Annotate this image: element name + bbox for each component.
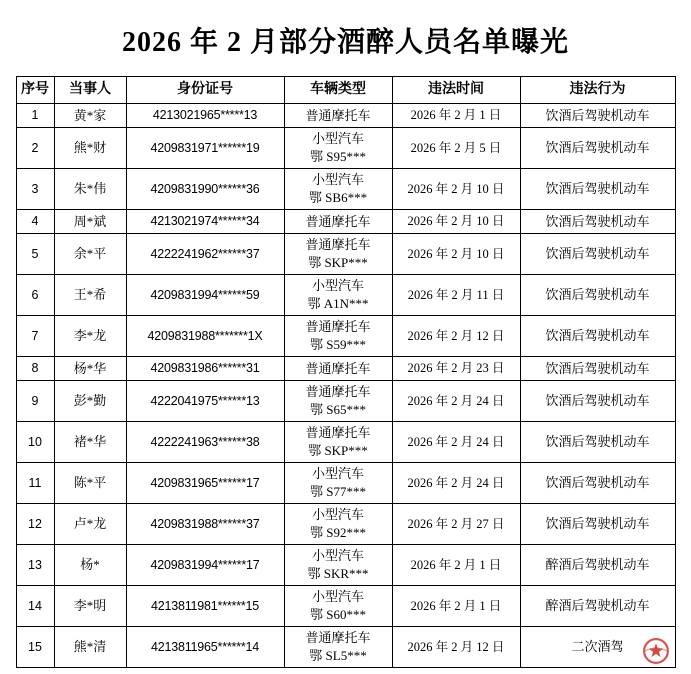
cell-time: 2026 年 2 月 1 日 <box>392 104 520 128</box>
table-row <box>16 128 675 169</box>
table-row <box>16 627 675 668</box>
table-row <box>16 275 675 316</box>
cell-time: 2026 年 2 月 24 日 <box>392 463 520 504</box>
cell-name: 王*希 <box>54 275 126 316</box>
cell-name: 卢*龙 <box>54 504 126 545</box>
cell-name: 彭*勤 <box>54 381 126 422</box>
cell-vehicle-type: 小型汽车 <box>311 507 364 523</box>
cell-time: 2026 年 2 月 27 日 <box>392 504 520 545</box>
cell-behavior: 饮酒后驾驶机动车 <box>520 422 675 463</box>
cell-vehicle-type: 小型汽车 <box>311 548 364 564</box>
table-header-row <box>16 77 675 104</box>
cell-behavior: 饮酒后驾驶机动车 <box>520 128 675 169</box>
table-row <box>16 169 675 210</box>
cell-seq: 1 <box>16 104 54 128</box>
cell-vehicle-type: 普通摩托车 <box>305 425 371 441</box>
column-header-seq: 序号 <box>16 77 54 104</box>
cell-name: 杨*华 <box>54 357 126 381</box>
cell-vehicle-type: 普通摩托车 <box>305 630 371 646</box>
cell-vehicle-plate: 鄂 S77*** <box>310 484 366 499</box>
cell-seq: 9 <box>16 381 54 422</box>
table-header <box>16 77 675 104</box>
cell-vehicle-plate: 鄂 S60*** <box>310 607 366 622</box>
violations-table <box>16 76 676 668</box>
cell-vehicle <box>284 316 392 357</box>
cell-behavior: 醉酒后驾驶机动车 <box>520 545 675 586</box>
cell-vehicle-plate: 鄂 SKR*** <box>307 566 369 581</box>
cell-vehicle <box>284 463 392 504</box>
cell-id: 4213021974******34 <box>126 210 284 234</box>
cell-vehicle <box>284 128 392 169</box>
cell-vehicle-plate: 鄂 SKP*** <box>308 443 368 458</box>
cell-id: 4209831994******59 <box>126 275 284 316</box>
cell-vehicle-plate: 鄂 SKP*** <box>308 255 368 270</box>
cell-time: 2026 年 2 月 11 日 <box>392 275 520 316</box>
column-header-vehicle: 车辆类型 <box>284 77 392 104</box>
cell-vehicle-plate: 鄂 SB6*** <box>308 190 368 205</box>
cell-vehicle-type: 小型汽车 <box>311 589 364 605</box>
cell-vehicle-plate: 鄂 S65*** <box>310 402 366 417</box>
cell-vehicle <box>284 627 392 668</box>
cell-seq: 13 <box>16 545 54 586</box>
cell-vehicle-type: 普通摩托车 <box>305 384 371 400</box>
cell-name: 杨* <box>54 545 126 586</box>
table-row <box>16 422 675 463</box>
cell-seq: 5 <box>16 234 54 275</box>
cell-id: 4209831971******19 <box>126 128 284 169</box>
cell-id: 4209831986******31 <box>126 357 284 381</box>
column-header-behavior: 违法行为 <box>520 77 675 104</box>
cell-vehicle <box>284 210 392 234</box>
cell-name: 李*明 <box>54 586 126 627</box>
cell-behavior: 饮酒后驾驶机动车 <box>520 381 675 422</box>
cell-vehicle <box>284 234 392 275</box>
cell-id: 4213811965******14 <box>126 627 284 668</box>
cell-id: 4209831988******37 <box>126 504 284 545</box>
cell-time: 2026 年 2 月 12 日 <box>392 316 520 357</box>
cell-behavior: 饮酒后驾驶机动车 <box>520 357 675 381</box>
cell-vehicle <box>284 357 392 381</box>
cell-vehicle-type: 普通摩托车 <box>305 107 371 123</box>
cell-seq: 6 <box>16 275 54 316</box>
cell-vehicle <box>284 586 392 627</box>
table-row <box>16 316 675 357</box>
cell-vehicle-type: 小型汽车 <box>311 278 364 294</box>
cell-seq: 15 <box>16 627 54 668</box>
cell-name: 余*平 <box>54 234 126 275</box>
cell-vehicle-type: 小型汽车 <box>311 131 364 147</box>
cell-vehicle <box>284 169 392 210</box>
cell-vehicle-type: 小型汽车 <box>311 466 364 482</box>
cell-behavior: 饮酒后驾驶机动车 <box>520 169 675 210</box>
cell-behavior: 饮酒后驾驶机动车 <box>520 104 675 128</box>
cell-seq: 12 <box>16 504 54 545</box>
cell-time: 2026 年 2 月 5 日 <box>392 128 520 169</box>
cell-name: 周*斌 <box>54 210 126 234</box>
cell-vehicle-type: 普通摩托车 <box>305 360 371 376</box>
cell-vehicle <box>284 545 392 586</box>
cell-vehicle-type: 普通摩托车 <box>305 213 371 229</box>
cell-seq: 4 <box>16 210 54 234</box>
cell-name: 熊*清 <box>54 627 126 668</box>
cell-behavior: 饮酒后驾驶机动车 <box>520 463 675 504</box>
cell-time: 2026 年 2 月 10 日 <box>392 169 520 210</box>
cell-vehicle-plate: 鄂 SL5*** <box>309 648 367 663</box>
cell-vehicle <box>284 504 392 545</box>
cell-seq: 2 <box>16 128 54 169</box>
table-row <box>16 381 675 422</box>
table-row <box>16 104 675 128</box>
table-row <box>16 545 675 586</box>
table-body <box>16 104 675 668</box>
cell-time: 2026 年 2 月 23 日 <box>392 357 520 381</box>
cell-vehicle-plate: 鄂 S59*** <box>310 337 366 352</box>
cell-vehicle-plate: 鄂 S95*** <box>310 149 366 164</box>
table-row <box>16 357 675 381</box>
cell-seq: 3 <box>16 169 54 210</box>
table-row <box>16 234 675 275</box>
cell-vehicle <box>284 275 392 316</box>
cell-id: 4209831990******36 <box>126 169 284 210</box>
cell-name: 熊*财 <box>54 128 126 169</box>
cell-vehicle-type: 普通摩托车 <box>305 237 371 253</box>
cell-name: 褚*华 <box>54 422 126 463</box>
cell-time: 2026 年 2 月 1 日 <box>392 586 520 627</box>
column-header-id: 身份证号 <box>126 77 284 104</box>
cell-vehicle-type: 小型汽车 <box>311 172 364 188</box>
cell-vehicle <box>284 381 392 422</box>
cell-time: 2026 年 2 月 24 日 <box>392 422 520 463</box>
cell-behavior: 饮酒后驾驶机动车 <box>520 275 675 316</box>
table-row <box>16 504 675 545</box>
cell-vehicle-plate: 鄂 A1N*** <box>307 296 369 311</box>
cell-time: 2026 年 2 月 12 日 <box>392 627 520 668</box>
cell-id: 4213021965*****13 <box>126 104 284 128</box>
cell-vehicle-type: 普通摩托车 <box>305 319 371 335</box>
cell-time: 2026 年 2 月 10 日 <box>392 210 520 234</box>
cell-id: 4213811981******15 <box>126 586 284 627</box>
cell-vehicle <box>284 422 392 463</box>
cell-behavior: 饮酒后驾驶机动车 <box>520 234 675 275</box>
cell-name: 李*龙 <box>54 316 126 357</box>
cell-id: 4209831965******17 <box>126 463 284 504</box>
cell-vehicle-plate: 鄂 S92*** <box>310 525 366 540</box>
cell-name: 黄*家 <box>54 104 126 128</box>
cell-behavior: 醉酒后驾驶机动车 <box>520 586 675 627</box>
table-row <box>16 463 675 504</box>
column-header-time: 违法时间 <box>392 77 520 104</box>
cell-id: 4209831988*******1X <box>126 316 284 357</box>
cell-id: 4222241962******37 <box>126 234 284 275</box>
cell-seq: 11 <box>16 463 54 504</box>
column-header-name: 当事人 <box>54 77 126 104</box>
cell-time: 2026 年 2 月 1 日 <box>392 545 520 586</box>
cell-behavior: 二次酒驾 <box>520 627 675 668</box>
cell-behavior: 饮酒后驾驶机动车 <box>520 316 675 357</box>
cell-vehicle <box>284 104 392 128</box>
cell-time: 2026 年 2 月 10 日 <box>392 234 520 275</box>
cell-behavior: 饮酒后驾驶机动车 <box>520 504 675 545</box>
table-row <box>16 210 675 234</box>
cell-seq: 8 <box>16 357 54 381</box>
page-title: 2026 年 2 月部分酒醉人员名单曝光 <box>121 27 569 58</box>
cell-name: 朱*伟 <box>54 169 126 210</box>
cell-behavior: 饮酒后驾驶机动车 <box>520 210 675 234</box>
cell-seq: 14 <box>16 586 54 627</box>
cell-id: 4209831994******17 <box>126 545 284 586</box>
cell-id: 4222241963******38 <box>126 422 284 463</box>
cell-seq: 7 <box>16 316 54 357</box>
cell-time: 2026 年 2 月 24 日 <box>392 381 520 422</box>
cell-seq: 10 <box>16 422 54 463</box>
cell-id: 4222041975******13 <box>126 381 284 422</box>
cell-name: 陈*平 <box>54 463 126 504</box>
table-row <box>16 586 675 627</box>
